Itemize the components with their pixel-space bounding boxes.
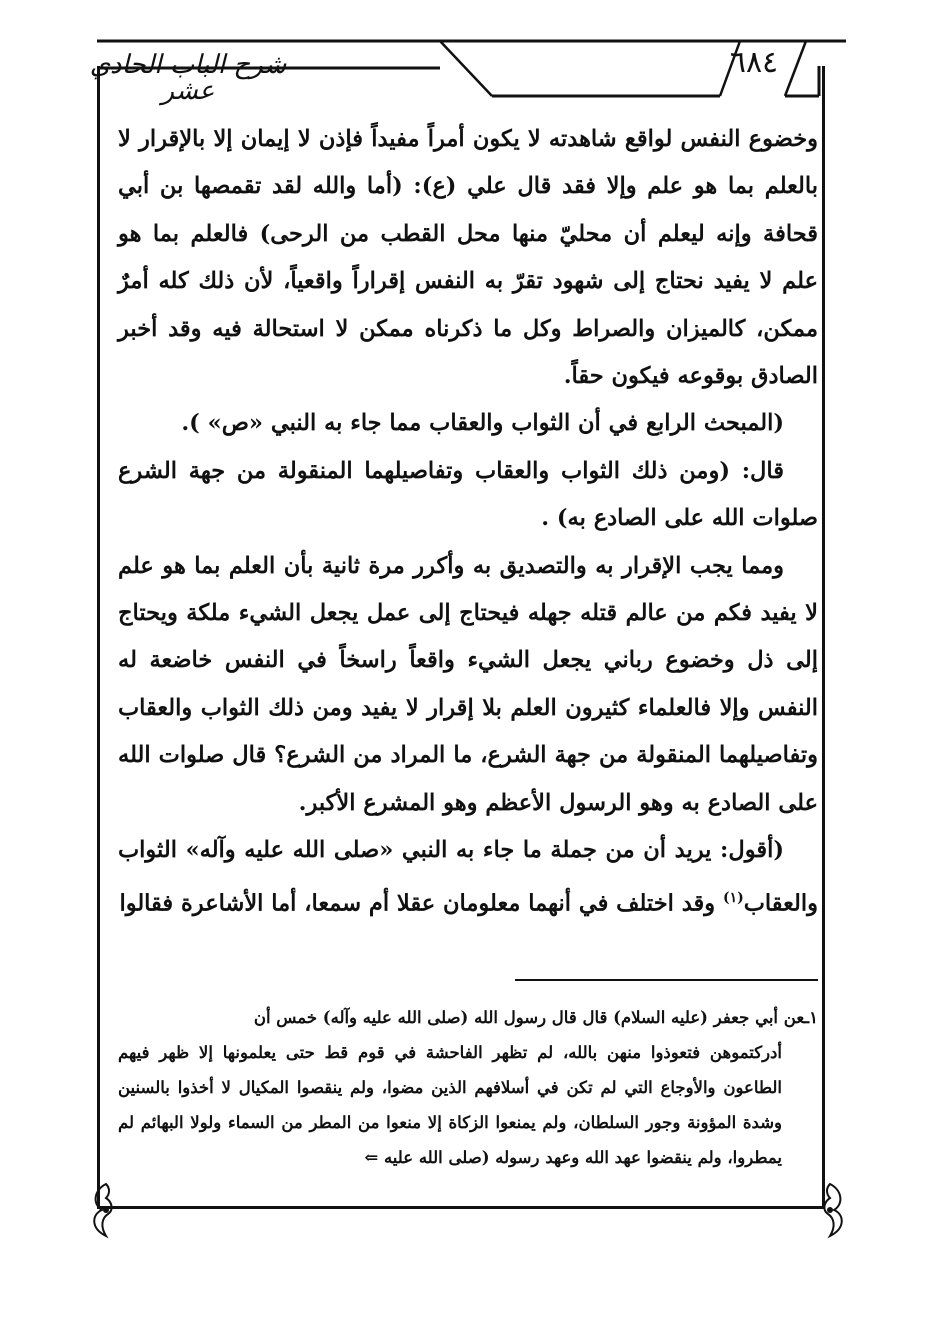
- paragraph-aqul: [118, 827, 818, 927]
- footnote-number: ١ـ: [804, 1008, 818, 1027]
- section-heading: (المبحث الرابع في أن الثواب والعقاب مما جاء به النبي «ص» ).: [181, 410, 784, 437]
- footnote-continuation: أدركتموهن فتعوذوا منهن بالله، لم تظهر الفاحشة في قوم قط حتى يعلمونها إلا ظهر فيهم الطاعون والأوجاع التي لم تكن في أسلافهم الذين مضوا، ولم ينقصوا المكيال لا أخذوا بالسنين وشدة المؤونة وجور السلطان، ولم يمنعوا الزكاة إلا منعوا من المطر من السماء ولولا البهائم لم يمطروا، ولم ينقضوا عهد الله وعهد رسوله (صلى الله عليه ⇐: [118, 1043, 782, 1167]
- footnote-separator: [515, 979, 818, 981]
- footnote-marker[interactable]: (١): [722, 889, 744, 906]
- paragraph-quote: قال: (ومن ذلك الثواب والعقاب وتفاصيلهما المنقولة من جهة الشرع صلوات الله على الصادع به) .: [118, 457, 818, 532]
- main-text-body: [118, 116, 818, 927]
- running-book-title: شرح الباب الحادي عشر: [89, 50, 287, 106]
- page-number: ٦٨٤: [729, 45, 779, 80]
- paragraph-commentary: ومما يجب الإقرار به والتصديق به وأكرر مرة ثانية بأن العلم بما هو علم لا يفيد فكم من عالم قتله جهله فيحتاج إلى عمل يجعل الشيء ملكة ويحتاج إلى ذل وخضوع رباني يجعل الشيء واقعاً راسخاً في النفس خاضعة له النفس وإلا فالعلماء كثيرون العلم بلا إقرار لا يفيد ومن ذلك الثواب والعقاب وتفاصيلهما المنقولة من جهة الشرع، ما المراد من الشرع؟ قال صلوات الله على الصادع به وهو الرسول الأعظم وهو المشرع الأكبر.: [118, 552, 818, 816]
- bottom-right-ornament: [810, 1180, 850, 1240]
- footnote-block: [118, 1000, 818, 1175]
- footnote-first-line: [118, 1000, 818, 1035]
- footnote-first-text: عن أبي جعفر (عليه السلام) قال قال رسول الله (صلى الله عليه وآله) خمس أن: [253, 1008, 805, 1027]
- paragraph-aqul-text: (أقول: يريد أن من جملة ما جاء به النبي «صلى الله عليه وآله» الثواب والعقاب: [118, 837, 818, 916]
- paragraph-aqul-continued: وقد اختلف في أنهما معلومان عقلا أم سمعا، أما الأشاعرة فقالوا: [119, 890, 716, 916]
- bottom-left-ornament: [86, 1180, 126, 1240]
- paragraph-1: وخضوع النفس لواقع شاهدته لا يكون أمراً مفيداً فإذن لا إيمان إلا بالإقرار لا بالعلم بما هو علم وإلا فقد قال علي (ع): (أما والله لقد تقمصها بن أبي قحافة وإنه ليعلم أن محليّ منها محل القطب من الرحى) فالعلم بما هو علم لا يفيد نحتاج إلى شهود تقرّ به النفس إقراراً واقعياً، لأن ذلك كله أمرٌ ممكن، كالميزان والصراط وكل ما ذكرناه ممكن لا استحالة فيه وقد أخبر الصادق بوقوعه فيكون حقاً.: [118, 126, 818, 390]
